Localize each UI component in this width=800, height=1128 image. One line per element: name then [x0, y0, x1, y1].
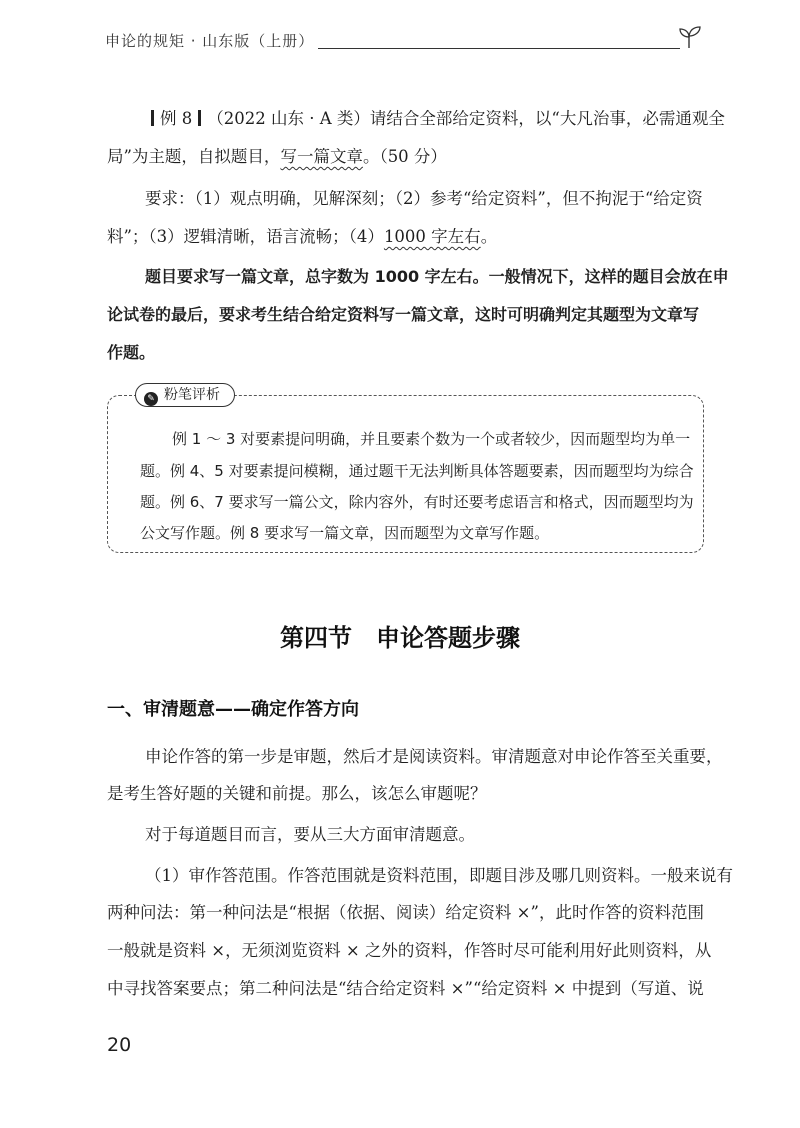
- body-p1-line-1: 申论作答的第一步是审题，然后才是阅读资料。审清题意对申论作答至关重要，: [145, 747, 723, 766]
- example-bar-right: [198, 110, 201, 126]
- body-p3-line-1: （1）审作答范围。作答范围就是资料范围，即题目涉及哪几则资料。一般来说有: [145, 866, 733, 885]
- section-title: 第四节 申论答题步骤: [280, 624, 520, 652]
- example-line-2: 局”为主题，自拟题目，写一篇文章。（50 分）: [107, 147, 447, 166]
- body-p3-line-4: 中寻找答案要点；第二种问法是“结合给定资料 ×”“给定资料 × 中提到（写道、说: [107, 979, 704, 998]
- page-number: 20: [107, 1034, 132, 1056]
- note-line-4: 公文写作题。例 8 要求写一篇文章，因而题型为文章写作题。: [140, 524, 550, 542]
- subsection-title: 一、审清题意——确定作答方向: [107, 699, 359, 720]
- note-line-1: 例 1 ～ 3 对要素提问明确，并且要素个数为一个或者较少，因而题型均为单一: [172, 430, 691, 448]
- example-line-1: [145, 105, 725, 129]
- note-line-2: 题。例 4、5 对要素提问模糊，通过题干无法判断具体答题要素，因而题型均为综合: [140, 462, 694, 480]
- emphasis-write-article: 写一篇文章: [280, 147, 363, 166]
- body-p1-line-2: 是考生答好题的关键和前提。那么，该怎么审题呢？: [107, 784, 487, 803]
- example-label: 例 8: [160, 109, 193, 128]
- analysis-line-1: 题目要求写一篇文章，总字数为 1000 字左右。一般情况下，这样的题目会放在申: [145, 267, 729, 286]
- body-p3-line-2: 两种问法：第一种问法是“根据（依据、阅读）给定资料 ×”，此时作答的资料范围: [107, 903, 704, 922]
- requirements-line-1: 要求：（1）观点明确，见解深刻；（2）参考“给定资料”，但不拘泥于“给定资: [145, 189, 703, 208]
- pen-icon: ✎: [144, 392, 158, 406]
- example-bar-left: [151, 110, 154, 126]
- note-box-badge: [135, 383, 235, 407]
- body-p3-line-3: 一般就是资料 ×，无须浏览资料 × 之外的资料，作答时尽可能利用好此则资料，从: [107, 941, 712, 960]
- note-box-label: 粉笔评析: [164, 387, 220, 403]
- note-line-3: 题。例 6、7 要求写一篇公文，除内容外，有时还要考虑语言和格式，因而题型均为: [140, 493, 694, 511]
- running-header: 申论的规矩 · 山东版（上册）: [105, 32, 315, 50]
- sprout-icon: [677, 24, 703, 50]
- body-p2: 对于每道题目而言，要从三大方面审清题意。: [145, 825, 475, 844]
- analysis-line-2: 论试卷的最后，要求考生结合给定资料写一篇文章，这时可明确判定其题型为文章写: [107, 305, 700, 324]
- header-rule: [318, 48, 680, 49]
- requirements-line-2: 料”；（3）逻辑清晰，语言流畅；（4）1000 字左右。: [107, 227, 498, 246]
- analysis-line-3: 作题。: [107, 343, 156, 362]
- example-source: （2022 山东 · A 类）请结合全部给定资料，以“大凡治事，必需通观全: [207, 109, 725, 128]
- emphasis-word-count: 1000 字左右: [383, 227, 481, 246]
